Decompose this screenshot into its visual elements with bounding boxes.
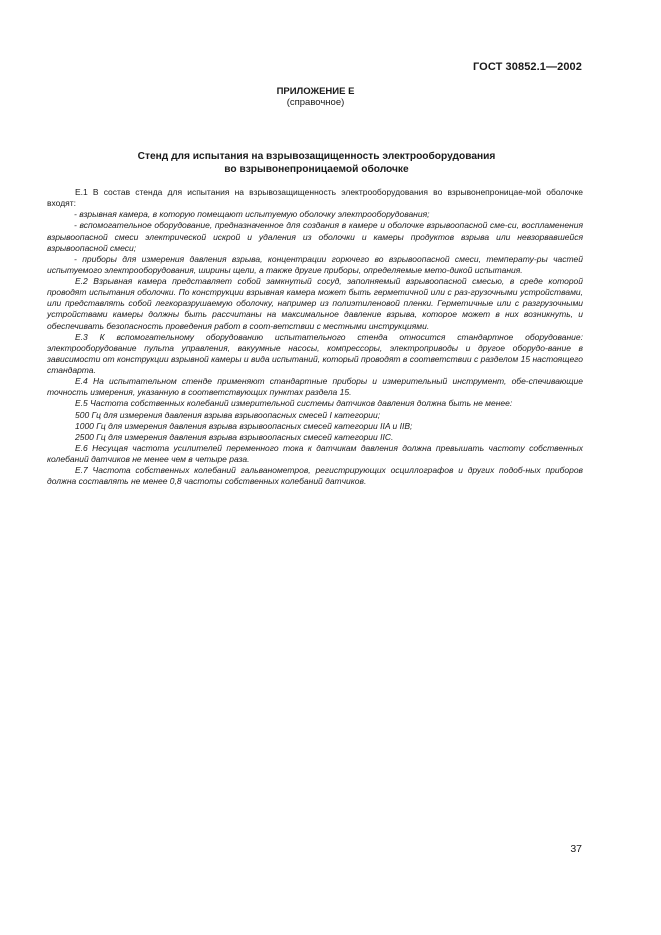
standard-designation: ГОСТ 30852.1—2002 [472, 61, 582, 73]
appendix-subtitle: (справочное) [286, 97, 345, 108]
paragraph-e6: Е.6 Несущая частота усилителей переменного тока к датчикам давления должна превышать частоту собственных колебаний датчиков не менее чем в четыре раза. [47, 442, 583, 464]
section-title-line-2: во взрывонепроницаемой оболочке [224, 163, 409, 175]
paragraph-e7: Е.7 Частота собственных колебаний гальванометров, регистрирующих осциллографов и других подоб-ных приборов должна составлять не менее 0,8 частоты собственных колебаний датчиков. [47, 465, 583, 487]
paragraph-e5: Е.5 Частота собственных колебаний измерительной системы датчиков давления должна быть не менее: [75, 398, 513, 409]
section-title-line-1: Стенд для испытания на взрывозащищенность электрооборудования [137, 151, 496, 162]
list-item-explosion-chamber: - взрывная камера, в которую помещают испытуемую оболочку электрооборудования; [74, 209, 430, 220]
frequency-item-2500: 2500 Гц для измерения давления взрыва взрывоопасных смесей категории IIC. [75, 431, 394, 442]
appendix-title: ПРИЛОЖЕНИЕ Е [276, 86, 355, 97]
paragraph-e1: Е.1 В состав стенда для испытания на взрывозащищенность электрооборудования во взрывонепроницае-мой оболочке входят: [47, 187, 583, 209]
section-title [60, 151, 573, 176]
frequency-item-1000: 1000 Гц для измерения давления взрыва взрывоопасных смесей категории IIA и IIB; [75, 420, 413, 431]
page-number: 37 [570, 843, 582, 855]
paragraph-e3: Е.3 К вспомогательному оборудованию испытательного стенда относится стандартное оборудование: электрооборудование пульта управления, вакуумные насосы, компрессоры, электроприводы и другое оборудо-вание в зависимости от конструкции взрывной камеры и вида испытаний, который проводят в соответствии с разделом 15 настоящего стандарта. [47, 331, 583, 375]
paragraph-e4: Е.4 На испытательном стенде применяют стандартные приборы и измерительный инструмент, обе-спечивающие точность измерения, указанную в соответствующих пунктах раздела 15. [47, 376, 583, 398]
frequency-item-500: 500 Гц для измерения давления взрыва взрывоопасных смесей I категории; [75, 409, 381, 420]
appendix-heading [0, 86, 631, 108]
body-text [47, 187, 583, 487]
list-item-measuring-instruments: - приборы для измерения давления взрыва, концентрации горючего во взрывоопасной смеси, температу-ры частей испытуемого электрооборудования, ширины щели, а также другие приборы, определяемые мето-дикой испытания. [47, 253, 583, 275]
paragraph-e2: Е.2 Взрывная камера представляет собой замкнутый сосуд, заполняемый взрывоопасной смесью, в среде которой проводят испытания оболочки. По конструкции взрывная камера может быть герметичной или с раз-грузочными устройствами, или представлять собой легкоразрушаемую оболочку, например из полиэтиленовой пленки. Герметичные или с разгрузочными устройствами камеры должны быть рассчитаны на максимальное давление взрыва, которое может в них возникнуть, и обеспечивать безопасность проведения работ в соот-ветствии с местными инструкциями. [47, 276, 583, 331]
list-item-auxiliary-equipment: - вспомогательное оборудование, предназначенное для создания в камере и оболочке взрывоопасной сме-си, воспламенения взрывоопасной смеси электрической искрой и удаления из оболочки и камеры продуктов взрыва или невзорвавшейся взрывоопасной смеси; [47, 220, 583, 253]
